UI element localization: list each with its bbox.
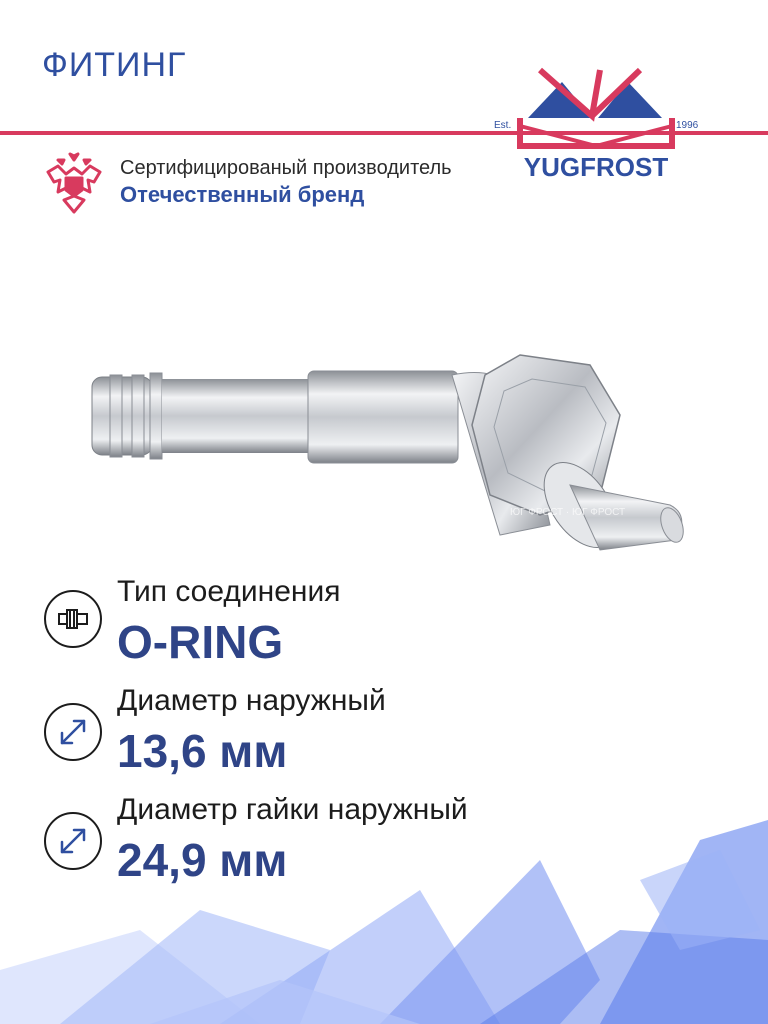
logo-brand-name: YUGFROST [523,152,669,182]
fitting-connection-icon [44,590,102,648]
decorative-background [0,820,768,1024]
cert-line-brand: Отечественный бренд [120,182,365,207]
spec-value: 24,9 мм [117,834,288,886]
page-title: ФИТИНГ [42,46,187,84]
product-image [80,335,700,565]
spec-label: Диаметр гайки наружный [117,793,468,826]
cert-line-manufacturer: Сертифицированый производитель [120,157,452,179]
double-headed-eagle-icon [44,152,104,216]
yugfrost-logo [480,66,712,190]
logo-est-label: Est. [494,120,512,131]
spec-label: Тип соединения [117,575,341,608]
logo-est-year: 1996 [676,120,699,131]
spec-value: O-RING [117,616,284,668]
spec-label: Диаметр наружный [117,684,386,717]
spec-value: 13,6 мм [117,725,288,777]
diagonal-arrow-icon [44,703,102,761]
product-watermark: ЮГ ФРОСТ · ЮГ ФРОСТ [510,507,626,518]
